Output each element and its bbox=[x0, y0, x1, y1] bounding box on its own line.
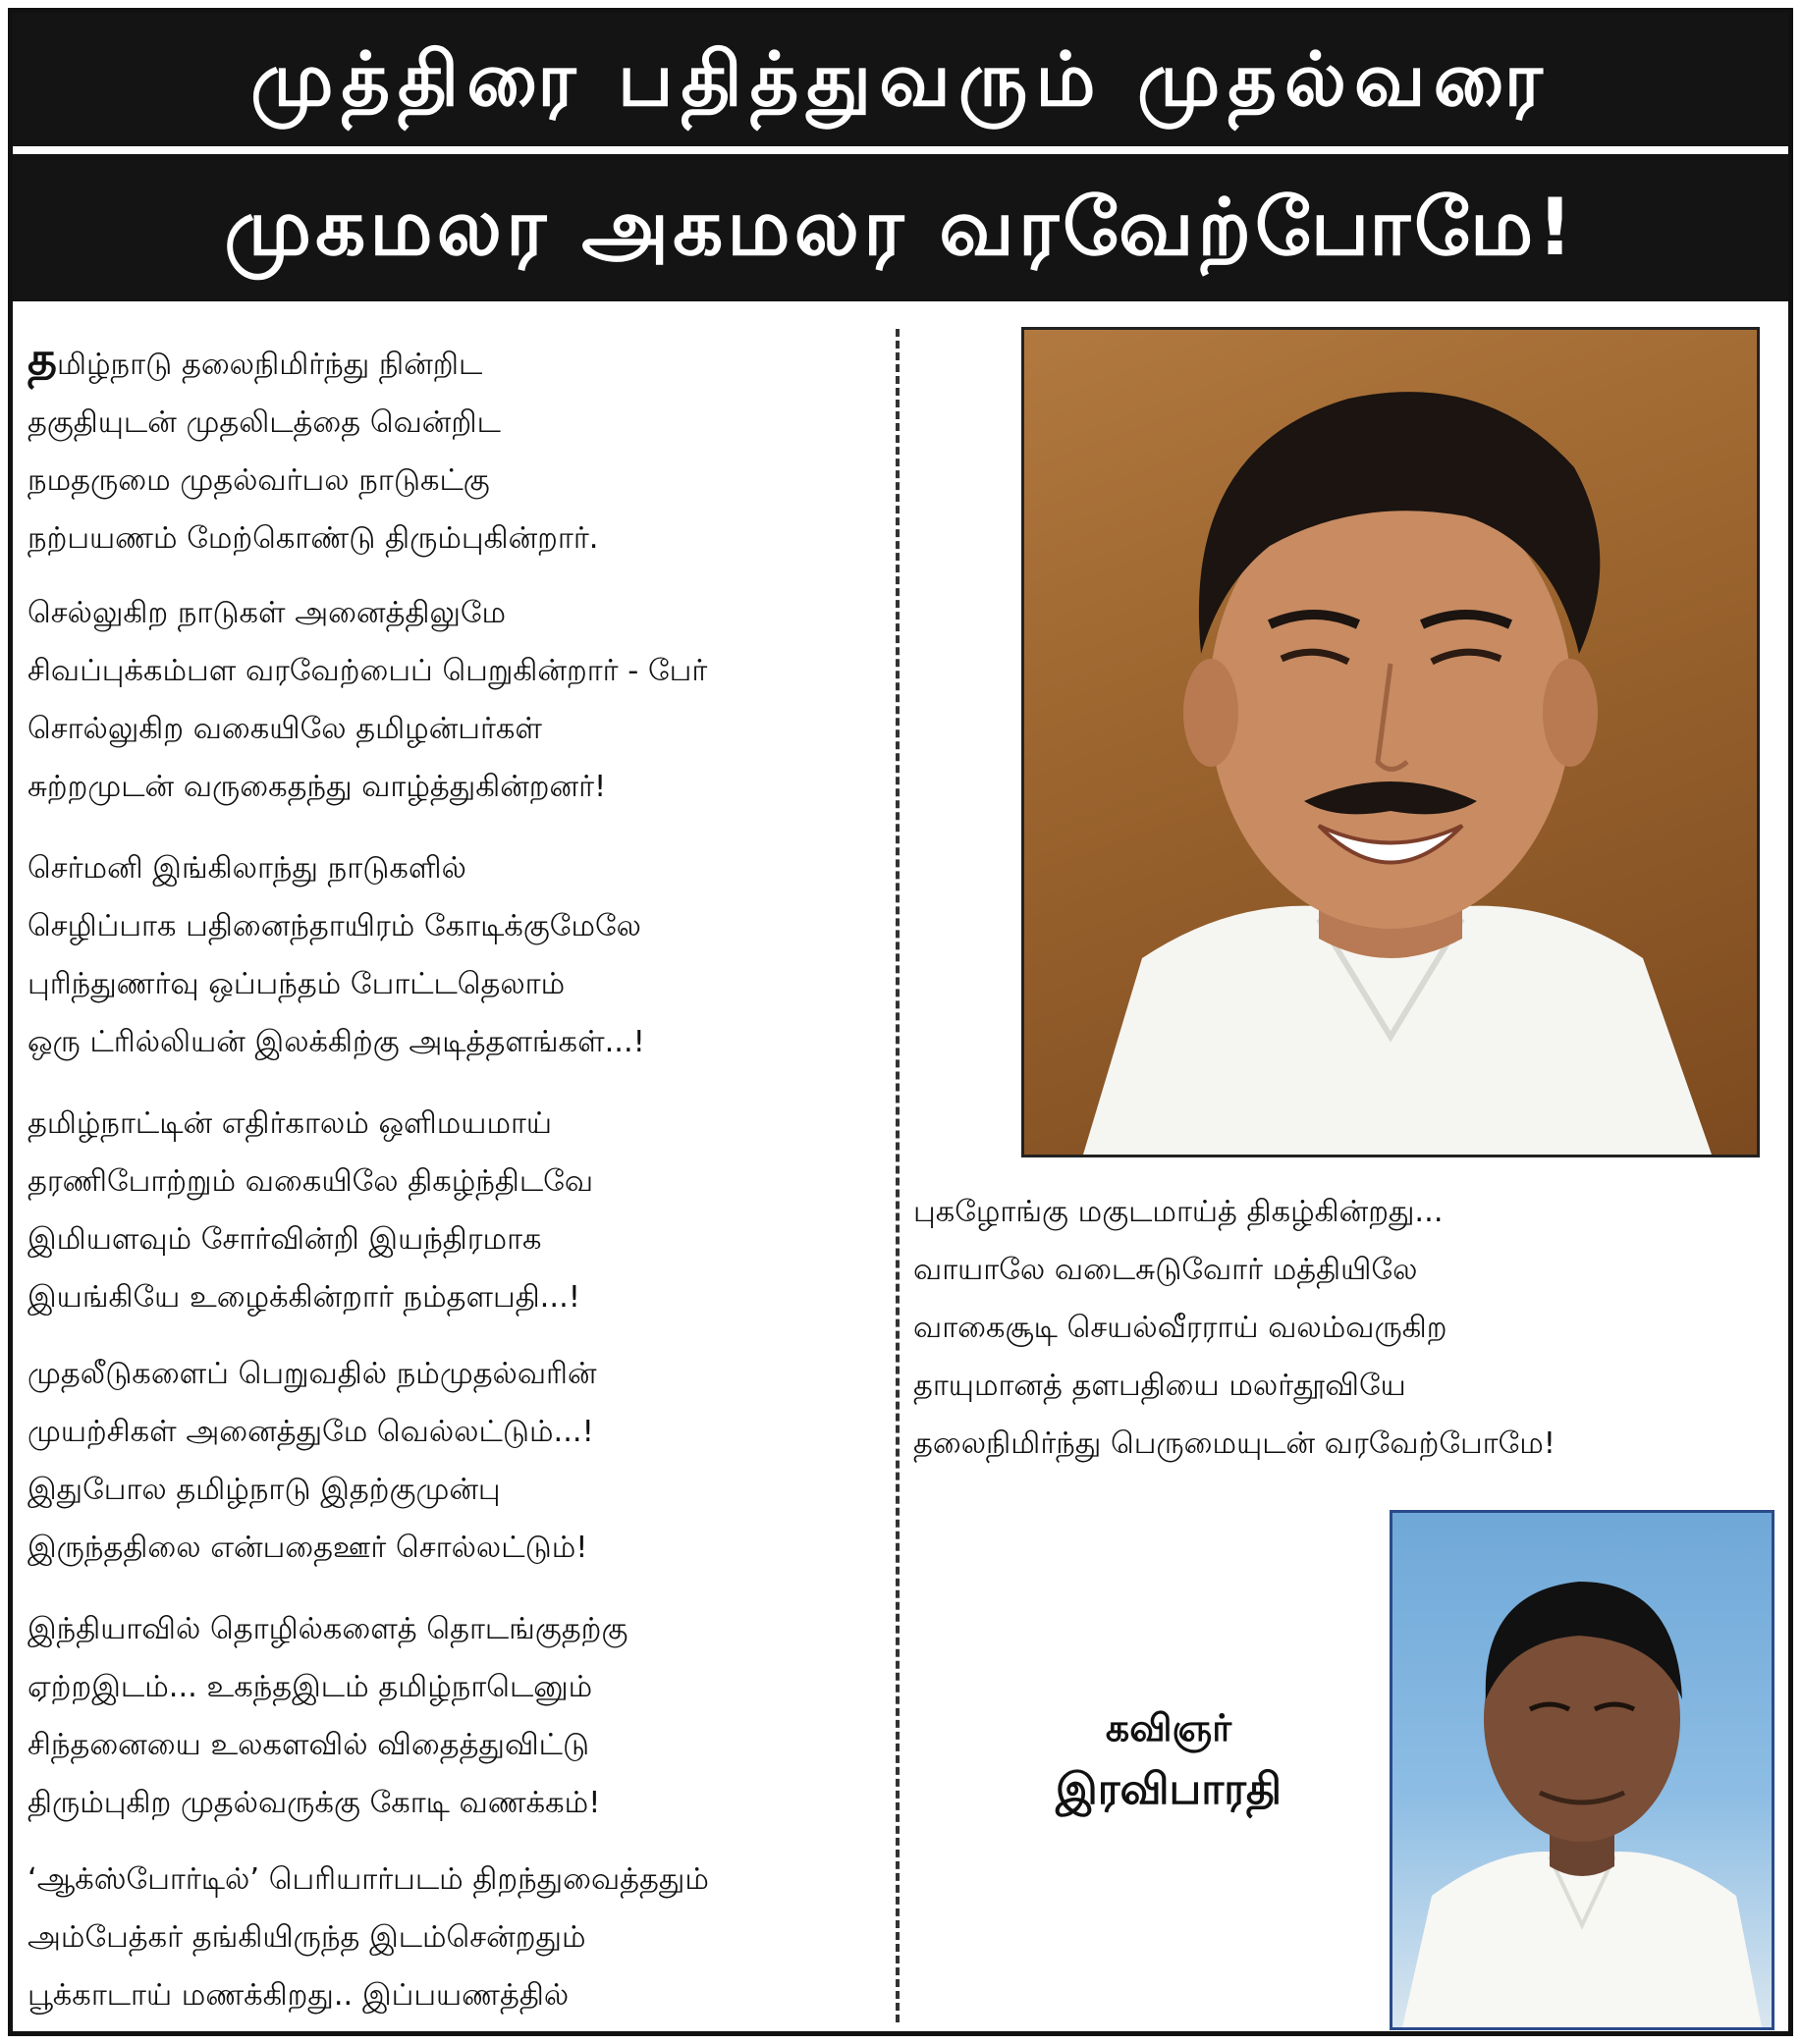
author-byline bbox=[962, 1698, 1375, 1822]
poem-stanza-1 bbox=[27, 332, 872, 567]
poem-line: செல்லுகிற நாடுகள் அனைத்திலுமே bbox=[27, 596, 507, 630]
poem-line: பூக்காடாய் மணக்கிறது.. இப்பயணத்தில் bbox=[27, 1978, 570, 2013]
poem-line: இயங்கியே உழைக்கின்றார் நம்தளபதி...! bbox=[27, 1280, 580, 1315]
poem-line: தரணிபோற்றும் வகையிலே திகழ்ந்திடவே bbox=[27, 1164, 594, 1199]
poem-line: சிவப்புக்கம்பள வரவேற்பைப் பெறுகின்றார் - பேர் bbox=[27, 654, 708, 688]
column-divider bbox=[896, 329, 900, 2022]
author-illustration bbox=[1392, 1513, 1772, 2027]
poem-line: இதுபோல தமிழ்நாடு இதற்குமுன்பு bbox=[27, 1473, 501, 1507]
poem-line: நமதருமை முதல்வர்பல நாடுகட்கு bbox=[27, 463, 490, 498]
poem-line: தாயுமானத் தளபதியை மலர்தூவியே bbox=[913, 1369, 1406, 1403]
poem-stanza-right bbox=[913, 1183, 1777, 1473]
poem-line: முயற்சிகள் அனைத்துமே வெல்லட்டும்...! bbox=[27, 1415, 594, 1449]
poem-line: புரிந்துணர்வு ஒப்பந்தம் போட்டதெலாம் bbox=[27, 967, 566, 1001]
poem-line: சுற்றமுடன் வருகைதந்து வாழ்த்துகின்றனர்! bbox=[27, 770, 607, 804]
dropcap: த bbox=[27, 332, 57, 385]
poem-line: ‘ஆக்ஸ்போர்டில்’ பெரியார்படம் திறந்துவைத்ததும் bbox=[27, 1862, 709, 1897]
poem-line: தமிழ்நாட்டின் எதிர்காலம் ஒளிமயமாய் bbox=[27, 1106, 553, 1141]
portrait-illustration bbox=[1024, 330, 1757, 1155]
author-title: கவிஞர் bbox=[1105, 1706, 1232, 1749]
poem-line: முதலீடுகளைப் பெறுவதில் நம்முதல்வரின் bbox=[27, 1357, 597, 1391]
poem-line: சொல்லுகிற வகையிலே தமிழன்பர்கள் bbox=[27, 712, 542, 746]
chief-minister-portrait bbox=[1021, 327, 1760, 1157]
poem-line: இந்தியாவில் தொழில்களைத் தொடங்குதற்கு bbox=[27, 1612, 628, 1646]
poem-stanza-6 bbox=[27, 1600, 872, 1832]
poem-stanza-2 bbox=[27, 584, 872, 816]
poem-line: சிந்தனையை உலகளவில் விதைத்துவிட்டு bbox=[27, 1728, 590, 1762]
poem-stanza-5 bbox=[27, 1345, 872, 1577]
poem-line: தலைநிமிர்ந்து பெருமையுடன் வரவேற்போமே! bbox=[913, 1426, 1556, 1461]
author-photo bbox=[1390, 1510, 1774, 2030]
poem-line: ஒரு ட்ரில்லியன் இலக்கிற்கு அடித்தளங்கள்...! bbox=[27, 1025, 645, 1059]
headline-line-2: முகமலர அகமலர வரவேற்போமே! bbox=[13, 154, 1788, 301]
headline-divider bbox=[13, 146, 1788, 154]
poem-line: அம்பேத்கர் தங்கியிருந்த இடம்சென்றதும் bbox=[27, 1920, 586, 1955]
poem-stanza-4 bbox=[27, 1095, 872, 1326]
poem-line: தமிழ்நாடு தலைநிமிர்ந்து நின்றிட bbox=[27, 332, 483, 385]
poem-line: செழிப்பாக பதினைந்தாயிரம் கோடிக்குமேலே bbox=[27, 909, 641, 943]
poem-line: செர்மனி இங்கிலாந்து நாடுகளில் bbox=[27, 851, 466, 886]
poem-line: இருந்ததிலை என்பதைஊர் சொல்லட்டும்! bbox=[27, 1531, 588, 1565]
poem-line: ஏற்றஇடம்... உகந்தஇடம் தமிழ்நாடெனும் bbox=[27, 1670, 593, 1704]
poem-line: வாயாலே வடைசுடுவோர் மத்தியிலே bbox=[913, 1253, 1418, 1287]
poem-line: நற்பயணம் மேற்கொண்டு திரும்புகின்றார். bbox=[27, 521, 599, 556]
poem-stanza-7 bbox=[27, 1851, 872, 2024]
author-name: இரவிபாரதி bbox=[1055, 1764, 1283, 1814]
poem-line: திரும்புகிற முதல்வருக்கு கோடி வணக்கம்! bbox=[27, 1786, 601, 1820]
poem-line: வாகைசூடி செயல்வீரராய் வலம்வருகிற bbox=[913, 1311, 1447, 1345]
poem-line: இமியளவும் சோர்வின்றி இயந்திரமாக bbox=[27, 1222, 542, 1257]
headline-line-1: முத்திரை பதித்துவரும் முதல்வரை bbox=[13, 13, 1788, 146]
poem-line: தகுதியுடன் முதலிடத்தை வென்றிட bbox=[27, 405, 501, 440]
poem-line: புகழோங்கு மகுடமாய்த் திகழ்கின்றது... bbox=[913, 1195, 1444, 1229]
poem-stanza-3 bbox=[27, 839, 872, 1071]
